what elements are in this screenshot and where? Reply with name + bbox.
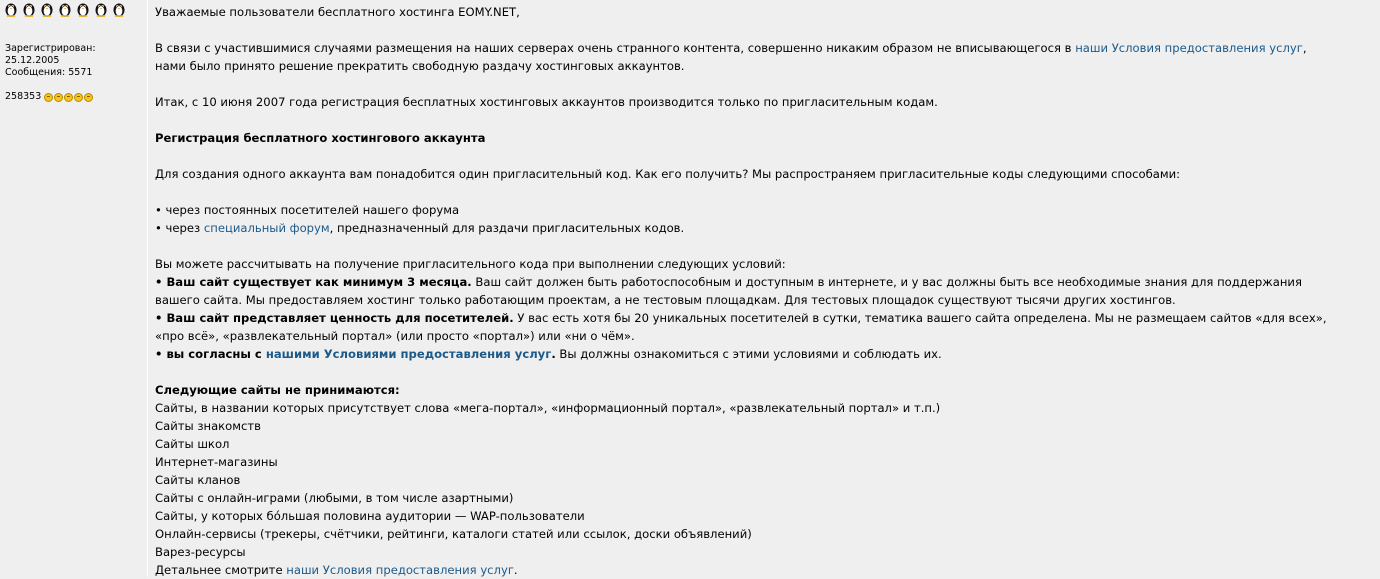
penguin-icon: [39, 1, 55, 17]
paragraph-2: Итак, с 10 июня 2007 года регистрация бесплатных хостинговых аккаунтов производится только по пригласительным кодам.: [155, 95, 938, 109]
paragraph-1-line-2: нами было принято решение прекратить свободную раздачу хостинговых аккаунтов.: [155, 59, 685, 73]
list-item: Сайты знакомств: [155, 419, 261, 433]
smiley-icon: [54, 93, 63, 102]
list-item: Сайты, в названии которых присутствует слова «мега-портал», «информационный портал», «развлекательный портал» и т.п.): [155, 401, 941, 415]
heading-registration: Регистрация бесплатного хостингового аккаунта: [155, 131, 486, 145]
terms-link-3[interactable]: наши Условия предоставления услуг: [286, 563, 514, 577]
smiley-icon: [84, 93, 93, 102]
paragraph-1: В связи с участившимися случаями размещения на наших серверах очень странного контента, совершенно никаким образом не вписывающегося в наши Условия предоставления услуг,: [155, 41, 1307, 55]
condition-2-line-2: «про всё», «развлекательный портал» (или просто «портал») или «ни о чём».: [155, 329, 635, 343]
not-accepted-list: [155, 399, 1327, 561]
smiley-icon: [44, 93, 53, 102]
author-meta: [5, 43, 96, 79]
terms-link-1[interactable]: наши Условия предоставления услуг: [1075, 41, 1303, 55]
penguin-icon: [93, 1, 109, 17]
list-item: Сайты кланов: [155, 473, 241, 487]
reputation-icons: [44, 93, 93, 102]
list-item: Интернет-магазины: [155, 455, 278, 469]
list-item: Сайты школ: [155, 437, 230, 451]
penguin-icon: [111, 1, 127, 17]
smiley-icon: [74, 93, 83, 102]
list-item: Варез-ресурсы: [155, 545, 246, 559]
registered-date: 25.12.2005: [5, 55, 60, 66]
terms-link-2[interactable]: нашими Условиями предоставления услуг: [265, 347, 552, 361]
messages-line: [5, 67, 96, 79]
rank-icons: [3, 1, 127, 17]
post-author-sidebar: [0, 0, 148, 577]
reputation-value: 258353: [5, 91, 42, 102]
list-item: Сайты с онлайн-играми (любыми, в том числе азартными): [155, 491, 514, 505]
penguin-icon: [3, 1, 19, 17]
conditions-intro: Вы можете рассчитывать на получение пригласительного кода при выполнении следующих условий:: [155, 257, 786, 271]
post-body: [148, 0, 1380, 577]
details-line: Детальнее смотрите наши Условия предоставления услуг.: [155, 563, 518, 577]
way-1: • через постоянных посетителей нашего форума: [155, 203, 460, 217]
list-item: Сайты, у которых бóльшая половина аудитории — WAP-пользователи: [155, 509, 585, 523]
condition-3: • вы согласны с нашими Условиями предоставления услуг. Вы должны ознакомиться с этими условиями и соблюдать их.: [155, 347, 942, 361]
registered-label: Зарегистрирован:: [5, 43, 96, 54]
list-item: Онлайн-сервисы (трекеры, счётчики, рейтинги, каталоги статей или ссылок, доски объявлений): [155, 527, 752, 541]
penguin-icon: [75, 1, 91, 17]
condition-2: • Ваш сайт представляет ценность для посетителей. У вас есть хотя бы 20 уникальных посетителей в сутки, тематика вашего сайта определена. Мы не размещаем сайтов «для всех»,: [155, 311, 1327, 325]
penguin-icon: [57, 1, 73, 17]
condition-1-line-2: вашего сайта. Мы предоставляем хостинг только работающим проектам, а не тестовым площадкам. Для тестовых площадок существуют тысячи других хостингов.: [155, 293, 1176, 307]
heading-not-accepted: Следующие сайты не принимаются:: [155, 383, 400, 397]
way-2: • через специальный форум, предназначенный для раздачи пригласительных кодов.: [155, 221, 685, 235]
reputation: [5, 91, 93, 103]
messages-count: 5571: [68, 67, 93, 78]
smiley-icon: [64, 93, 73, 102]
greeting: Уважаемые пользователи бесплатного хостинга EOMY.NET,: [155, 5, 520, 19]
condition-1: • Ваш сайт существует как минимум 3 месяца. Ваш сайт должен быть работоспособным и доступным в интернете, и у вас должны быть все необходимые знания для поддержания: [155, 275, 1302, 289]
paragraph-3: Для создания одного аккаунта вам понадобится один пригласительный код. Как его получить? Мы распространяем пригласительные коды следующими способами:: [155, 167, 1181, 181]
special-forum-link[interactable]: специальный форум: [203, 221, 330, 235]
penguin-icon: [21, 1, 37, 17]
messages-label: Сообщения:: [5, 67, 66, 78]
